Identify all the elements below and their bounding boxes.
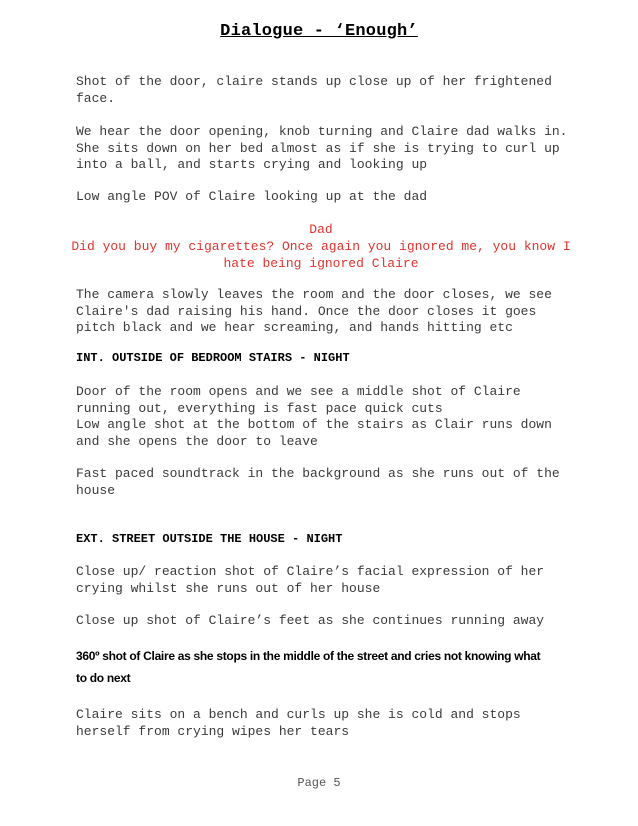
paragraph-text: The camera slowly leaves the room and the door closes, we see Claire's dad raising his hand. Once the door closes it goes pitch black and we hear screaming, and hands hitting etc	[76, 287, 552, 335]
paragraph-feet-shot	[76, 613, 576, 630]
document-title: Dialogue - ‘Enough’	[220, 22, 418, 41]
paragraph-text: Shot of the door, claire stands up close up of her frightened face.	[76, 74, 552, 106]
paragraph-text: Close up/ reaction shot of Claire’s facial expression of her crying whilst she runs out of her house	[76, 564, 545, 596]
paragraph-text: Low angle POV of Claire looking up at the dad	[76, 189, 428, 204]
paragraph-dad-walks-in	[76, 124, 576, 174]
dialogue-speaker: Dad	[309, 222, 333, 237]
paragraph-soundtrack	[76, 466, 576, 499]
dialogue-line-block	[70, 238, 572, 272]
paragraph-door-shot	[76, 74, 576, 107]
paragraph-low-angle-pov	[76, 189, 576, 206]
dialogue-block	[76, 221, 566, 238]
paragraph-bench	[76, 707, 576, 740]
paragraph-text: Close up shot of Claire’s feet as she continues running away	[76, 613, 545, 628]
paragraph-text: We hear the door opening, knob turning and Claire dad walks in. She sits down on her bed almost as if she is trying to curl up into a ball, and starts crying and looking up	[76, 124, 568, 172]
paragraph-text: Fast paced soundtrack in the background as she runs out of the house	[76, 466, 560, 498]
scene-heading-ext-street: EXT. STREET OUTSIDE THE HOUSE - NIGHT	[76, 532, 343, 546]
shot-heading-360: 360º shot of Claire as she stops in the middle of the street and cries not knowing what to do next	[76, 649, 541, 685]
paragraph-reaction-shot	[76, 564, 576, 597]
dialogue-line: Did you buy my cigarettes? Once again you ignored me, you know I hate being ignored Claire	[71, 239, 571, 271]
paragraph-text: Claire sits on a bench and curls up she is cold and stops herself from crying wipes her tears	[76, 707, 521, 739]
paragraph-text: Low angle shot at the bottom of the stairs as Clair runs down and she opens the door to leave	[76, 417, 552, 449]
paragraph-camera-leaves	[76, 287, 576, 337]
page-number: Page 5	[297, 776, 341, 790]
paragraph-door-opens	[76, 384, 576, 450]
paragraph-text: Door of the room opens and we see a middle shot of Claire running out, everything is fast pace quick cuts	[76, 384, 521, 416]
scene-heading-int-stairs: INT. OUTSIDE OF BEDROOM STAIRS - NIGHT	[76, 351, 350, 365]
